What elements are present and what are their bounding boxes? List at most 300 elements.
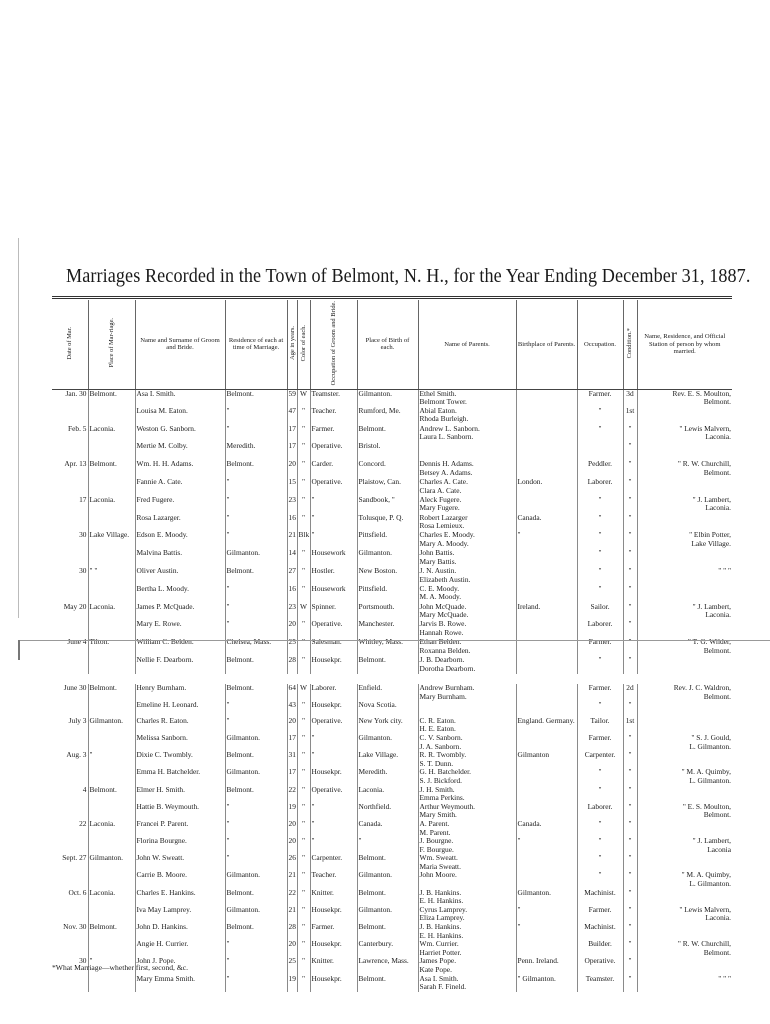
cell-official-line: Laconia. bbox=[705, 610, 731, 620]
cell-parents-line: Charles E. Moody. bbox=[419, 531, 475, 540]
cell-birthplace: Gilmanton. bbox=[357, 734, 418, 751]
cell-parents-birthplace bbox=[516, 803, 577, 820]
cell-official-line: Belmont. bbox=[703, 645, 731, 655]
cell-date bbox=[52, 620, 88, 638]
cell-official-line: " Lewis Malvern, bbox=[679, 905, 731, 914]
cell-official bbox=[637, 803, 732, 820]
cell-color: " bbox=[297, 957, 310, 974]
cell-parents-birthplace bbox=[516, 460, 577, 478]
cell-condition: " bbox=[623, 854, 637, 871]
cell-parents-line: Dennis H. Adams. bbox=[419, 460, 474, 469]
cell-name: Mary Emma Smith. bbox=[135, 975, 225, 992]
page-fold-edge bbox=[18, 640, 20, 660]
cell-occupation: " bbox=[310, 837, 357, 854]
cell-official-line: " Elbin Potter, bbox=[689, 531, 731, 540]
cell-residence: " bbox=[225, 701, 287, 717]
cell-residence: " bbox=[225, 717, 287, 734]
cell-official-line: Laconia bbox=[707, 844, 731, 854]
cell-parents-line: Charles A. Cate. bbox=[419, 478, 468, 487]
cell-residence: " bbox=[225, 837, 287, 854]
cell-residence: " bbox=[225, 514, 287, 532]
cell-residence: Belmont. bbox=[225, 567, 287, 585]
cell-age: 64 bbox=[287, 684, 297, 701]
cell-official-line bbox=[639, 576, 732, 585]
cell-condition: " bbox=[623, 425, 637, 443]
cell-occupation: Spinner. bbox=[310, 603, 357, 621]
cell-date bbox=[52, 478, 88, 496]
cell-parent-occupation: " bbox=[577, 531, 623, 549]
page-fold bbox=[18, 640, 770, 657]
cell-place: Belmont. bbox=[88, 684, 135, 701]
cell-name: Charles R. Eaton. bbox=[135, 717, 225, 734]
cell-age: 20 bbox=[287, 460, 297, 478]
cell-parents bbox=[418, 717, 516, 734]
cell-color: " bbox=[297, 906, 310, 923]
cell-parents-birthplace: " Gilmanton. bbox=[516, 975, 577, 992]
cell-birthplace: Canada. bbox=[357, 820, 418, 837]
cell-parents-birthplace: Ireland. bbox=[516, 603, 577, 621]
cell-residence: " bbox=[225, 854, 287, 871]
cell-parent-occupation: " bbox=[577, 656, 623, 674]
cell-parents-birthplace bbox=[516, 620, 577, 638]
cell-official bbox=[637, 701, 732, 717]
cell-name: William C. Belden. bbox=[135, 638, 225, 656]
cell-official-line: " T. G. Wilder, bbox=[687, 638, 731, 647]
header-name: Name and Surname of Groom and Bride. bbox=[135, 300, 225, 389]
cell-occupation: " bbox=[310, 803, 357, 820]
cell-age: 43 bbox=[287, 701, 297, 717]
cell-date: Feb. 5 bbox=[68, 424, 87, 433]
cell-date bbox=[52, 871, 88, 888]
cell-parents-line: J. H. Smith. bbox=[419, 785, 455, 794]
cell-official-line: Laconia. bbox=[705, 503, 731, 513]
table-row bbox=[52, 478, 732, 496]
cell-parent-occupation: " bbox=[577, 701, 623, 717]
footnote: *What Marriage—whether first, second, &c. bbox=[52, 963, 189, 972]
table-row bbox=[52, 889, 732, 906]
cell-parents-line: Mary A. Moody. bbox=[419, 539, 469, 549]
cell-parents-birthplace bbox=[516, 389, 577, 407]
cell-occupation: Operative. bbox=[310, 717, 357, 734]
cell-condition: " bbox=[623, 975, 637, 992]
cell-official bbox=[637, 684, 732, 701]
cell-place: Gilmanton. bbox=[88, 717, 135, 734]
cell-parents-line: Belmont Tower. bbox=[419, 397, 467, 407]
cell-age: 21 bbox=[287, 871, 297, 888]
cell-occupation: Teamster. bbox=[310, 389, 357, 407]
cell-parent-occupation: " bbox=[577, 854, 623, 871]
cell-official-line: " J. Lambert, bbox=[692, 495, 731, 504]
cell-date: 30 bbox=[79, 567, 87, 576]
cell-age: 14 bbox=[287, 549, 297, 567]
cell-official bbox=[637, 889, 732, 906]
cell-condition: " bbox=[623, 478, 637, 496]
cell-parents bbox=[418, 701, 516, 717]
cell-color: " bbox=[297, 514, 310, 532]
cell-residence: " bbox=[225, 940, 287, 957]
cell-parent-occupation: " bbox=[577, 786, 623, 803]
cell-place bbox=[88, 407, 135, 425]
cell-name: Charles E. Hankins. bbox=[135, 889, 225, 906]
cell-parents-birthplace: London. bbox=[516, 478, 577, 496]
cell-official bbox=[637, 751, 732, 768]
table-row bbox=[52, 906, 732, 923]
cell-official bbox=[637, 786, 732, 803]
cell-condition: " bbox=[623, 638, 637, 656]
cell-parents-line: John McQuade. bbox=[419, 602, 467, 611]
cell-parent-occupation: Laborer. bbox=[577, 620, 623, 638]
cell-residence: " bbox=[225, 531, 287, 549]
cell-color: " bbox=[297, 620, 310, 638]
cell-parents-line: Elizabeth Austin. bbox=[419, 574, 471, 584]
cell-parent-occupation: " bbox=[577, 407, 623, 425]
cell-parents-birthplace bbox=[516, 854, 577, 871]
cell-residence: Belmont. bbox=[225, 923, 287, 940]
cell-parents bbox=[418, 514, 516, 532]
cell-official bbox=[637, 656, 732, 674]
cell-parent-occupation: " bbox=[577, 837, 623, 854]
cell-parents-birthplace bbox=[516, 940, 577, 957]
cell-occupation: Carder. bbox=[310, 460, 357, 478]
cell-color: " bbox=[297, 656, 310, 674]
cell-place: Laconia. bbox=[88, 425, 135, 443]
cell-parents-line: Wm. Sweatt. bbox=[419, 854, 458, 863]
cell-age: 19 bbox=[287, 803, 297, 820]
cell-parents-birthplace: " bbox=[516, 531, 577, 549]
cell-age: 17 bbox=[287, 425, 297, 443]
cell-birthplace: Nova Scotia. bbox=[357, 701, 418, 717]
cell-place: Belmont. bbox=[88, 460, 135, 478]
cell-place: " bbox=[88, 751, 135, 768]
cell-place bbox=[88, 701, 135, 717]
cell-occupation: Knitter. bbox=[310, 957, 357, 974]
table-row bbox=[52, 389, 732, 407]
cell-place: Belmont. bbox=[88, 923, 135, 940]
cell-parent-occupation: " bbox=[577, 549, 623, 567]
cell-parents-line: Emma Perkins. bbox=[419, 793, 465, 803]
cell-occupation: Operative. bbox=[310, 786, 357, 803]
cell-official-line: Laconia. bbox=[705, 432, 731, 442]
cell-parent-occupation: Sailor. bbox=[577, 603, 623, 621]
cell-parents-line: John Moore. bbox=[419, 871, 457, 880]
cell-parents bbox=[418, 407, 516, 425]
table-row bbox=[52, 425, 732, 443]
cell-parents-birthplace bbox=[516, 567, 577, 585]
cell-color: " bbox=[297, 786, 310, 803]
cell-occupation: Hostler. bbox=[310, 567, 357, 585]
cell-occupation: Operative. bbox=[310, 620, 357, 638]
cell-color: " bbox=[297, 460, 310, 478]
cell-condition: " bbox=[623, 889, 637, 906]
cell-parents bbox=[418, 803, 516, 820]
cell-place: Laconia. bbox=[88, 820, 135, 837]
cell-birthplace: Northfield. bbox=[357, 803, 418, 820]
cell-parents-line: Wm. Currier. bbox=[419, 940, 459, 949]
cell-parents-birthplace bbox=[516, 786, 577, 803]
cell-occupation: " bbox=[310, 751, 357, 768]
cell-birthplace: Gilmanton. bbox=[357, 871, 418, 888]
cell-parents bbox=[418, 531, 516, 549]
cell-place: Tilton. bbox=[88, 638, 135, 656]
cell-parents bbox=[418, 923, 516, 940]
cell-condition: " bbox=[623, 531, 637, 549]
cell-birthplace: Belmont. bbox=[357, 923, 418, 940]
cell-official bbox=[637, 871, 732, 888]
cell-birthplace: Concord. bbox=[357, 460, 418, 478]
cell-occupation: Knitter. bbox=[310, 889, 357, 906]
cell-parents-line: Mary Burnham. bbox=[419, 691, 467, 701]
cell-parents-line: Kate Pope. bbox=[419, 965, 452, 974]
marriage-table-upper bbox=[52, 300, 732, 674]
cell-date: Sept. 27 bbox=[62, 854, 87, 863]
cell-date: July 3 bbox=[68, 716, 87, 725]
cell-residence: Belmont. bbox=[225, 684, 287, 701]
cell-date bbox=[52, 906, 88, 923]
cell-parents bbox=[418, 620, 516, 638]
cell-parents-line: Dorotha Dearborn. bbox=[419, 663, 476, 673]
cell-parent-occupation: Machinist. bbox=[577, 923, 623, 940]
cell-color: " bbox=[297, 496, 310, 514]
cell-name: Louisa M. Eaton. bbox=[135, 407, 225, 425]
cell-color: W bbox=[297, 389, 310, 407]
cell-color: " bbox=[297, 717, 310, 734]
cell-color: " bbox=[297, 751, 310, 768]
cell-condition: " bbox=[623, 751, 637, 768]
marriage-table-lower bbox=[52, 684, 732, 992]
cell-parent-occupation bbox=[577, 442, 623, 460]
cell-occupation: Farmer. bbox=[310, 923, 357, 940]
cell-parents bbox=[418, 906, 516, 923]
cell-birthplace: Portsmouth. bbox=[357, 603, 418, 621]
cell-place bbox=[88, 837, 135, 854]
cell-name: Asa I. Smith. bbox=[135, 389, 225, 407]
table-row bbox=[52, 820, 732, 837]
cell-place bbox=[88, 478, 135, 496]
cell-parents-line: Ethan Belden. bbox=[419, 638, 462, 647]
table-row bbox=[52, 734, 732, 751]
cell-parents bbox=[418, 889, 516, 906]
cell-residence: " bbox=[225, 603, 287, 621]
cell-date bbox=[52, 803, 88, 820]
table-header-row bbox=[52, 300, 732, 389]
cell-parents-birthplace bbox=[516, 407, 577, 425]
cell-birthplace: New Boston. bbox=[357, 567, 418, 585]
cell-parents bbox=[418, 854, 516, 871]
cell-residence: " bbox=[225, 957, 287, 974]
cell-parents-line: J. B. Hankins. bbox=[419, 888, 462, 897]
header-birthplace: Place of Birth of each. bbox=[357, 300, 418, 389]
cell-occupation: Housekpr. bbox=[310, 906, 357, 923]
cell-parents-line: Laura L. Sanborn. bbox=[419, 432, 474, 442]
cell-residence: Belmont. bbox=[225, 389, 287, 407]
cell-official bbox=[637, 585, 732, 603]
cell-date: 17 bbox=[79, 495, 87, 504]
cell-parents bbox=[418, 940, 516, 957]
cell-birthplace: Tolusque, P. Q. bbox=[357, 514, 418, 532]
cell-occupation: Housekpr. bbox=[310, 768, 357, 785]
cell-parent-occupation: " bbox=[577, 567, 623, 585]
cell-official bbox=[637, 531, 732, 549]
cell-parent-occupation: Machinist. bbox=[577, 889, 623, 906]
cell-residence: Gilmanton. bbox=[225, 871, 287, 888]
table-row bbox=[52, 854, 732, 871]
cell-color: " bbox=[297, 923, 310, 940]
cell-parents-line: James Pope. bbox=[419, 957, 457, 966]
cell-official-line: " R. W. Churchill, bbox=[677, 940, 731, 949]
cell-parents bbox=[418, 389, 516, 407]
cell-residence: Gilmanton. bbox=[225, 768, 287, 785]
cell-age: 16 bbox=[287, 514, 297, 532]
table-row bbox=[52, 768, 732, 785]
cell-official bbox=[637, 620, 732, 638]
cell-official bbox=[637, 768, 732, 785]
cell-color: " bbox=[297, 442, 310, 460]
cell-parents-line: Arthur Weymouth. bbox=[419, 802, 476, 811]
cell-name: Malvina Battis. bbox=[135, 549, 225, 567]
cell-residence: " bbox=[225, 425, 287, 443]
cell-name: Elmer H. Smith. bbox=[135, 786, 225, 803]
cell-place bbox=[88, 442, 135, 460]
cell-official-line: Rev. J. C. Waldron, bbox=[673, 684, 731, 692]
cell-official-line: " " " bbox=[718, 567, 731, 576]
cell-birthplace: Pittsfield. bbox=[357, 531, 418, 549]
cell-date: Oct. 6 bbox=[68, 888, 87, 897]
table-row bbox=[52, 803, 732, 820]
cell-parent-occupation: " bbox=[577, 496, 623, 514]
table-row bbox=[52, 871, 732, 888]
cell-parents-line: Cyrus Lamprey. bbox=[419, 905, 468, 914]
cell-birthplace: Meredith. bbox=[357, 768, 418, 785]
cell-condition: " bbox=[623, 496, 637, 514]
table-row bbox=[52, 514, 732, 532]
cell-name: Oliver Austin. bbox=[135, 567, 225, 585]
cell-parents-line: Abial Eaton. bbox=[419, 406, 457, 415]
table-row bbox=[52, 701, 732, 717]
cell-parents-line: G. H. Batchelder. bbox=[419, 768, 472, 777]
cell-place bbox=[88, 768, 135, 785]
table-row bbox=[52, 460, 732, 478]
cell-color: " bbox=[297, 803, 310, 820]
cell-official-line: " S. J. Gould, bbox=[691, 733, 731, 742]
cell-place: " bbox=[88, 957, 135, 974]
cell-place: Gilmanton. bbox=[88, 854, 135, 871]
cell-official-line: " R. W. Churchill, bbox=[677, 460, 731, 469]
cell-official-line: Belmont. bbox=[703, 691, 731, 701]
cell-place: " " bbox=[88, 567, 135, 585]
cell-occupation: " bbox=[310, 531, 357, 549]
cell-parents-line: A. Parent. bbox=[419, 819, 450, 828]
cell-residence: " bbox=[225, 585, 287, 603]
cell-name: Edson E. Moody. bbox=[135, 531, 225, 549]
cell-age: 20 bbox=[287, 820, 297, 837]
cell-official bbox=[637, 923, 732, 940]
cell-condition: " bbox=[623, 957, 637, 974]
title-rule bbox=[52, 296, 732, 297]
cell-date bbox=[52, 734, 88, 751]
cell-date bbox=[52, 975, 88, 992]
cell-parents-birthplace: England. Germany. bbox=[516, 717, 577, 734]
cell-name: John J. Pope. bbox=[135, 957, 225, 974]
cell-age: 17 bbox=[287, 768, 297, 785]
cell-date bbox=[52, 585, 88, 603]
cell-name: John D. Hankins. bbox=[135, 923, 225, 940]
cell-condition: " bbox=[623, 567, 637, 585]
cell-parents-line: J. B. Dearborn. bbox=[419, 656, 465, 665]
table-row bbox=[52, 751, 732, 768]
cell-parents bbox=[418, 871, 516, 888]
cell-date: June 30 bbox=[63, 684, 87, 692]
cell-color: W bbox=[297, 684, 310, 701]
cell-parents-line: Rosa Lemieux. bbox=[419, 521, 465, 531]
cell-parents-line: Asa I. Smith. bbox=[419, 974, 459, 983]
cell-parents-birthplace: " bbox=[516, 906, 577, 923]
cell-parent-occupation: Peddler. bbox=[577, 460, 623, 478]
cell-parents-birthplace bbox=[516, 549, 577, 567]
cell-name: John W. Sweatt. bbox=[135, 854, 225, 871]
cell-parents-birthplace bbox=[516, 496, 577, 514]
cell-official bbox=[637, 957, 732, 974]
cell-condition: " bbox=[623, 786, 637, 803]
cell-birthplace: Belmont. bbox=[357, 975, 418, 992]
table-row bbox=[52, 923, 732, 940]
cell-occupation: Laborer. bbox=[310, 684, 357, 701]
cell-occupation: Teacher. bbox=[310, 407, 357, 425]
cell-parents-birthplace bbox=[516, 734, 577, 751]
cell-name: Weston G. Sanborn. bbox=[135, 425, 225, 443]
cell-color: " bbox=[297, 425, 310, 443]
cell-parents-line: R. R. Twombly. bbox=[419, 751, 467, 760]
cell-occupation: " bbox=[310, 734, 357, 751]
cell-parents bbox=[418, 837, 516, 854]
cell-age: 20 bbox=[287, 717, 297, 734]
cell-official bbox=[637, 514, 732, 532]
cell-date bbox=[52, 940, 88, 957]
cell-occupation: Carpenter. bbox=[310, 854, 357, 871]
cell-name: Francei P. Parent. bbox=[135, 820, 225, 837]
cell-color: " bbox=[297, 638, 310, 656]
cell-age: 20 bbox=[287, 940, 297, 957]
cell-condition: " bbox=[623, 603, 637, 621]
cell-parent-occupation: Laborer. bbox=[577, 803, 623, 820]
table-row bbox=[52, 442, 732, 460]
table-row bbox=[52, 786, 732, 803]
cell-residence: " bbox=[225, 407, 287, 425]
cell-condition: " bbox=[623, 923, 637, 940]
cell-official-line: Belmont. bbox=[703, 947, 731, 957]
cell-residence: " bbox=[225, 620, 287, 638]
cell-parents-line: E. H. Hankins. bbox=[419, 896, 464, 906]
cell-official-line: Rev. E. S. Moulton, bbox=[672, 389, 731, 398]
cell-age: 28 bbox=[287, 923, 297, 940]
cell-official-line: Belmont. bbox=[703, 810, 731, 820]
cell-date: 22 bbox=[79, 819, 87, 828]
title-rule-double bbox=[52, 298, 732, 299]
table-row bbox=[52, 496, 732, 514]
cell-place bbox=[88, 871, 135, 888]
cell-parents-birthplace: " bbox=[516, 837, 577, 854]
cell-residence: " bbox=[225, 820, 287, 837]
header-age: Age in years. bbox=[287, 300, 297, 389]
table-row bbox=[52, 549, 732, 567]
cell-official-line: " J. Lambert, bbox=[692, 837, 731, 846]
cell-parents bbox=[418, 567, 516, 585]
cell-birthplace: New York city. bbox=[357, 717, 418, 734]
cell-parents-birthplace bbox=[516, 585, 577, 603]
cell-age: 21 bbox=[287, 531, 297, 549]
cell-official-line: " E. S. Moulton, bbox=[682, 802, 731, 811]
cell-parents-line: Jarvis B. Rowe. bbox=[419, 620, 467, 629]
cell-parents-line: Eliza Lamprey. bbox=[419, 913, 465, 923]
